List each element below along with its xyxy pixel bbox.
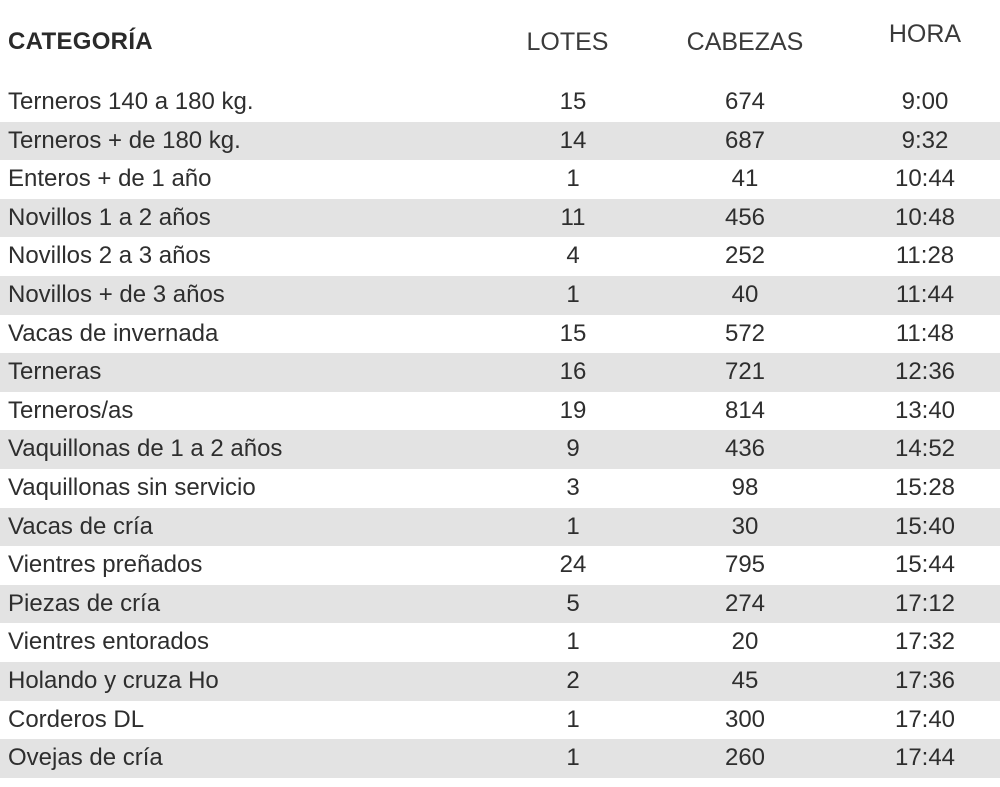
cell-hora: 13:40 — [894, 396, 956, 424]
table-row — [0, 237, 1000, 276]
cell-categoria: Terneros + de 180 kg. — [8, 126, 241, 154]
cell-hora: 11:48 — [895, 319, 955, 347]
cell-lotes: 1 — [566, 628, 580, 656]
cell-categoria: Ovejas de cría — [8, 744, 163, 772]
header-hora: HORA — [888, 20, 962, 48]
cell-categoria: Vientres entorados — [8, 628, 210, 656]
cell-hora: 15:44 — [894, 551, 956, 579]
cell-lotes: 2 — [566, 666, 580, 694]
cell-cabezas: 41 — [731, 165, 759, 193]
table-row — [0, 315, 1000, 354]
cell-lotes: 9 — [566, 435, 580, 463]
cell-lotes: 1 — [566, 512, 580, 540]
cell-cabezas: 300 — [724, 705, 766, 733]
cell-lotes: 5 — [566, 589, 580, 617]
cell-lotes: 11 — [560, 203, 586, 231]
cell-hora: 11:44 — [895, 280, 955, 308]
cell-cabezas: 274 — [724, 589, 766, 617]
table-row — [0, 430, 1000, 469]
cell-categoria: Vaquillonas sin servicio — [8, 473, 256, 501]
cell-cabezas: 814 — [724, 396, 766, 424]
cell-cabezas: 721 — [724, 358, 766, 386]
cell-lotes: 16 — [559, 358, 587, 386]
cell-hora: 12:36 — [894, 358, 956, 386]
table-row — [0, 122, 1000, 161]
table-row — [0, 199, 1000, 238]
cell-lotes: 14 — [559, 126, 587, 154]
cell-categoria: Vacas de cría — [8, 512, 153, 540]
table-row — [0, 160, 1000, 199]
cell-lotes: 15 — [559, 88, 587, 115]
table-row — [0, 392, 1000, 431]
cell-categoria: Holando y cruza Ho — [8, 666, 219, 694]
cell-hora: 10:48 — [894, 203, 956, 231]
cell-hora: 15:40 — [894, 512, 956, 540]
table-row — [0, 276, 1000, 315]
cell-lotes: 3 — [566, 473, 580, 501]
header-lotes: LOTES — [526, 28, 609, 56]
cell-hora: 17:40 — [894, 705, 956, 733]
cell-categoria: Novillos 1 a 2 años — [8, 203, 211, 231]
cell-lotes: 1 — [566, 165, 580, 193]
cell-categoria: Terneras — [8, 358, 102, 386]
cell-cabezas: 795 — [724, 551, 766, 579]
cell-cabezas: 98 — [731, 473, 759, 501]
cell-lotes: 1 — [566, 280, 580, 308]
cell-hora: 14:52 — [894, 435, 956, 463]
table-header — [0, 20, 1000, 64]
cell-categoria: Corderos DL — [8, 705, 145, 733]
cell-lotes: 1 — [566, 705, 580, 733]
cell-hora: 9:00 — [901, 88, 949, 115]
table-row — [0, 508, 1000, 547]
cell-hora: 9:32 — [901, 126, 949, 154]
cell-cabezas: 252 — [724, 242, 766, 270]
cell-cabezas: 45 — [731, 666, 759, 694]
cell-hora: 17:32 — [894, 628, 956, 656]
cell-lotes: 15 — [559, 319, 587, 347]
cell-cabezas: 674 — [724, 88, 766, 115]
cell-cabezas: 20 — [731, 628, 759, 656]
cell-cabezas: 260 — [724, 744, 766, 772]
table-body — [0, 83, 1000, 778]
table-row — [0, 83, 1000, 122]
table-row — [0, 701, 1000, 740]
header-categoria: CATEGORÍA — [8, 28, 153, 55]
table-row — [0, 469, 1000, 508]
cell-categoria: Vaquillonas de 1 a 2 años — [8, 435, 283, 463]
cell-lotes: 24 — [559, 551, 587, 579]
cell-categoria: Vientres preñados — [8, 551, 203, 579]
cell-lotes: 19 — [559, 396, 587, 424]
cell-categoria: Enteros + de 1 año — [8, 165, 212, 193]
cell-categoria: Terneros/as — [8, 396, 134, 424]
cell-cabezas: 436 — [724, 435, 766, 463]
cell-cabezas: 687 — [724, 126, 766, 154]
cell-cabezas: 30 — [731, 512, 759, 540]
cell-categoria: Piezas de cría — [8, 589, 161, 617]
cell-cabezas: 572 — [724, 319, 766, 347]
cell-categoria: Novillos + de 3 años — [8, 280, 225, 308]
cell-categoria: Terneros 140 a 180 kg. — [8, 88, 254, 115]
cell-hora: 17:44 — [894, 744, 956, 772]
cell-hora: 10:44 — [894, 165, 956, 193]
table-row — [0, 585, 1000, 624]
cell-hora: 17:12 — [894, 589, 956, 617]
cell-hora: 15:28 — [894, 473, 956, 501]
table-row — [0, 546, 1000, 585]
cell-cabezas: 40 — [731, 280, 759, 308]
cell-categoria: Novillos 2 a 3 años — [8, 242, 211, 270]
cell-lotes: 1 — [566, 744, 580, 772]
cell-hora: 17:36 — [894, 666, 956, 694]
table-row — [0, 739, 1000, 778]
table-row — [0, 662, 1000, 701]
cell-lotes: 4 — [566, 242, 580, 270]
cell-cabezas: 456 — [724, 203, 766, 231]
cell-hora: 11:28 — [895, 242, 955, 270]
header-cabezas: CABEZAS — [686, 28, 804, 56]
cell-categoria: Vacas de invernada — [8, 319, 219, 347]
table-row — [0, 623, 1000, 662]
table-row — [0, 353, 1000, 392]
